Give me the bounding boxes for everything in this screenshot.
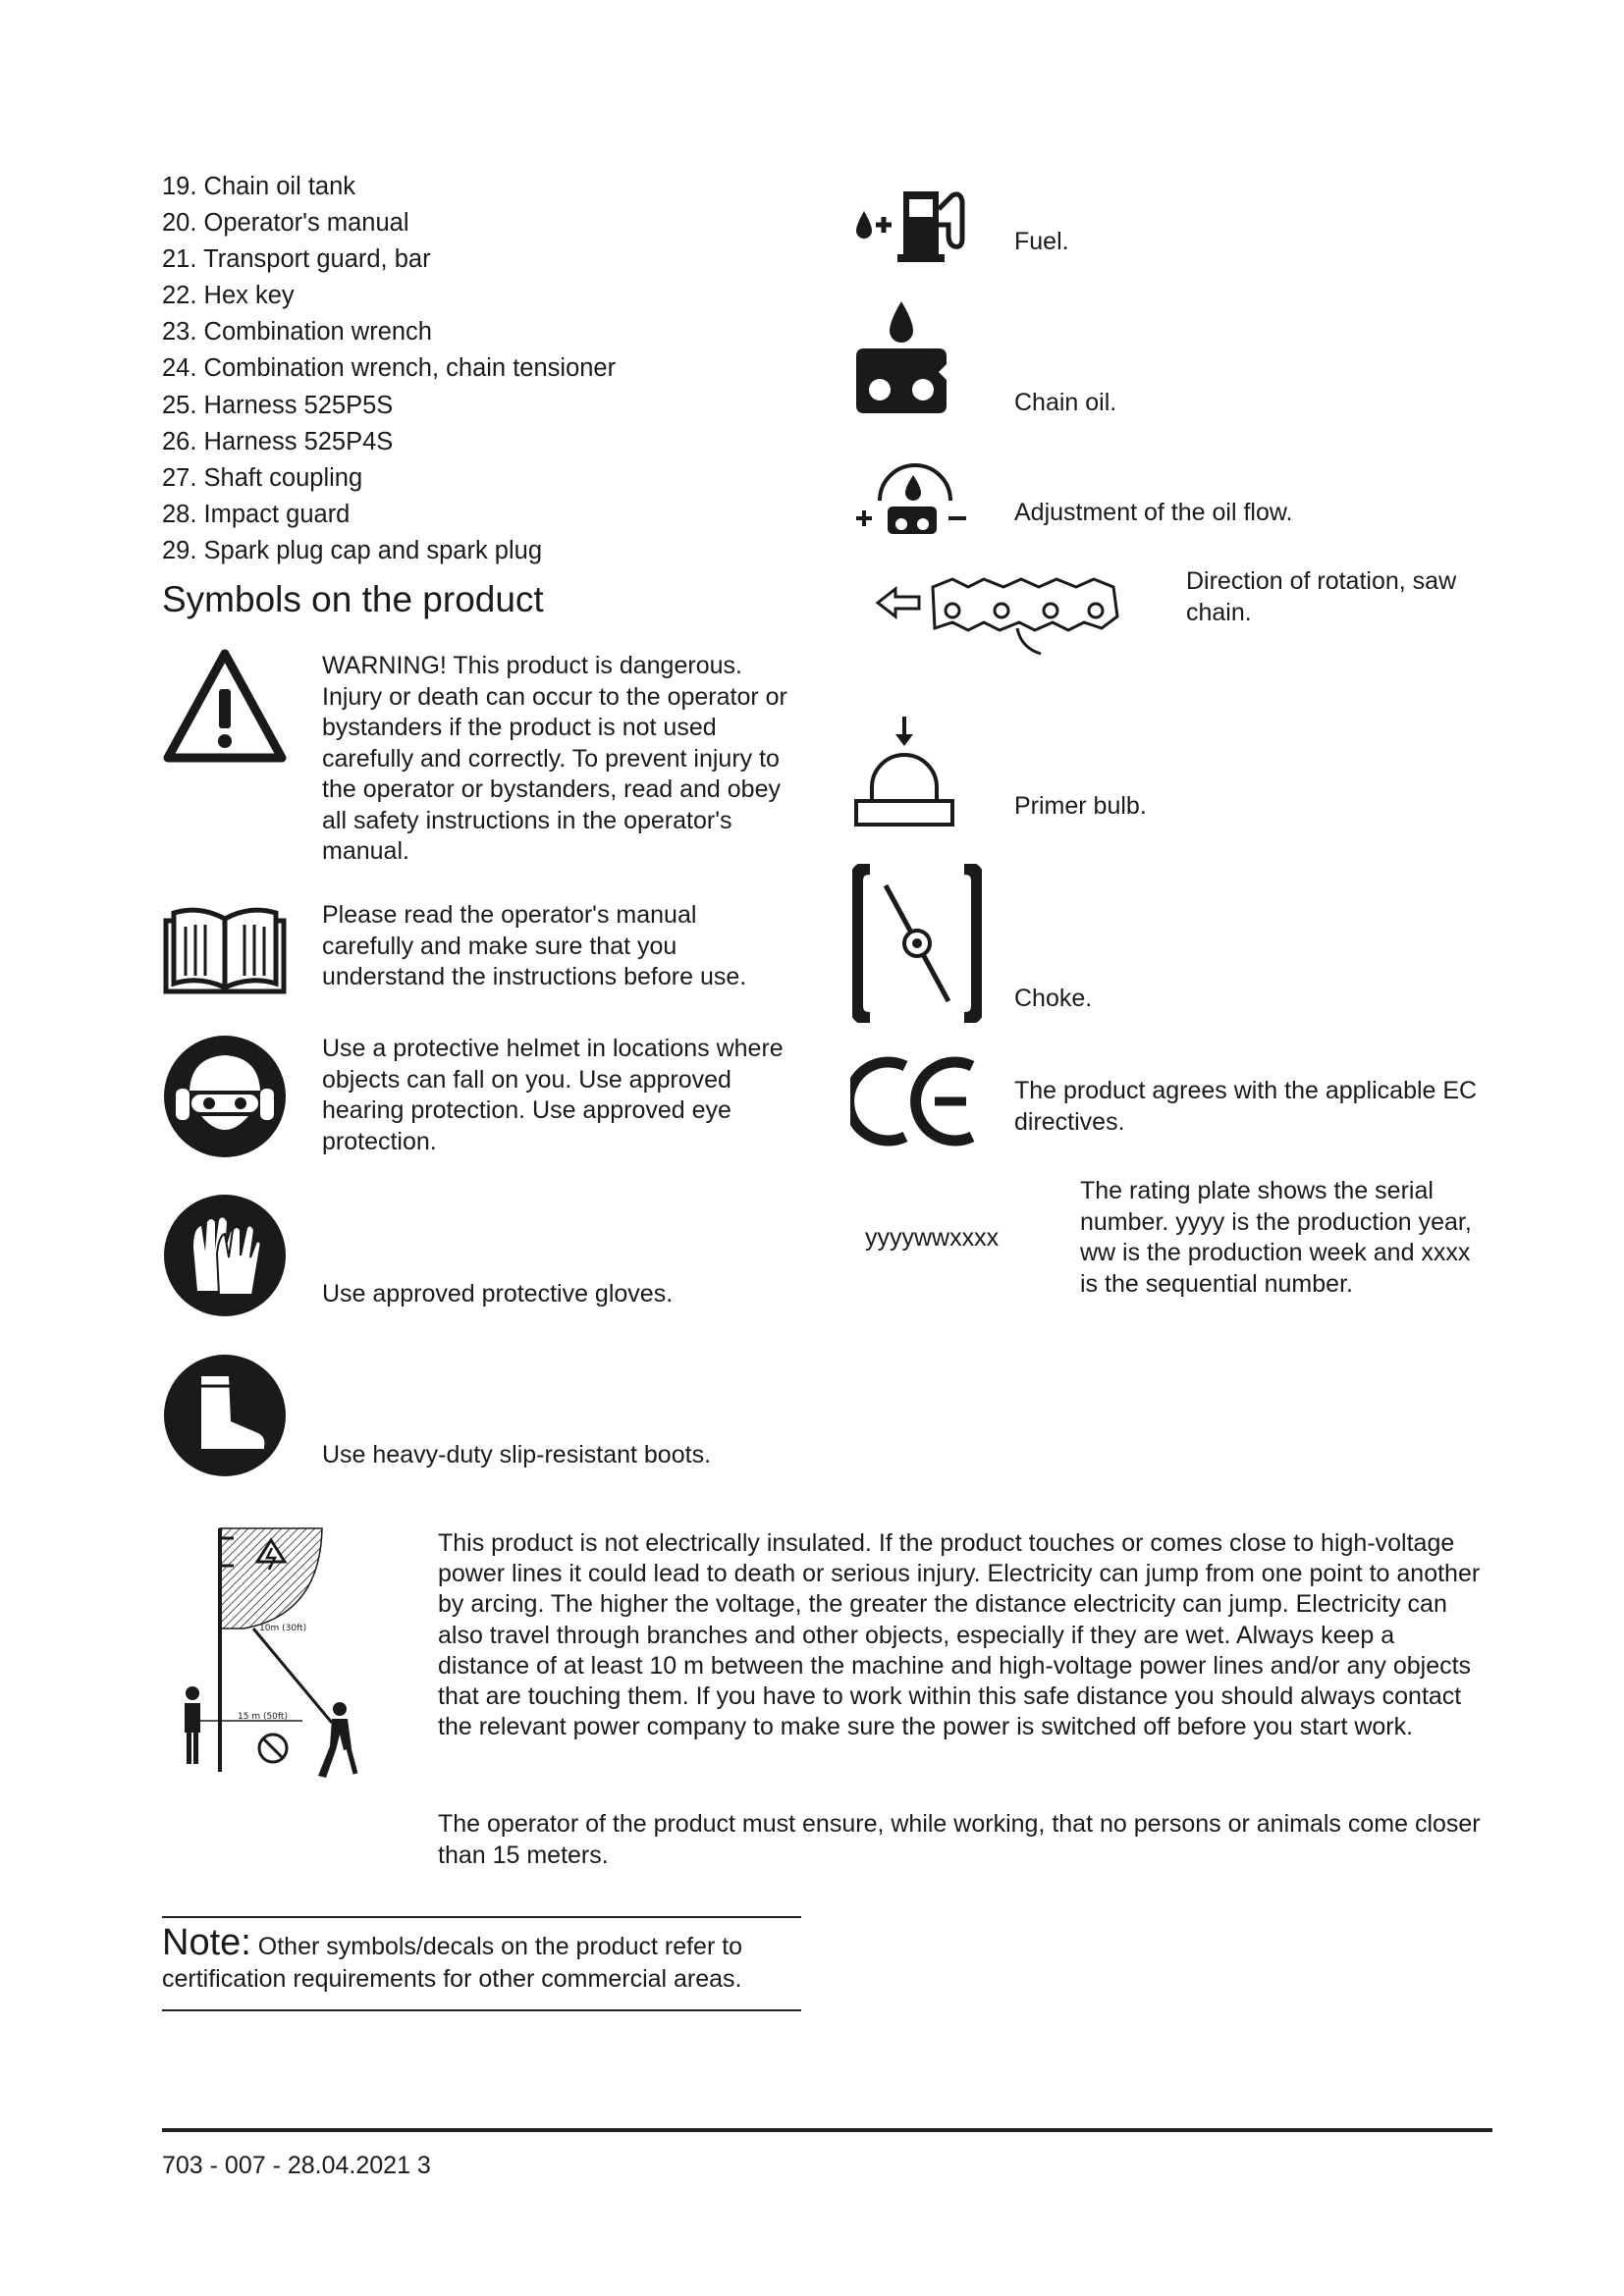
warning-text: WARNING! This product is dangerous. Injury or death can occur to the operator or bystanders if the product is not used carefully and correctly. To prevent injury to the operator or bystanders, read and obey all safety instructions in the operator's manual.	[322, 652, 787, 865]
distance-label-10m: 10m (30ft)	[259, 1624, 307, 1633]
oil-flow-adjustment-icon	[852, 457, 974, 538]
parts-list-item: 27. Shaft coupling	[162, 463, 363, 492]
electric-paragraph-1: This product is not electrically insulated. If the product touches or comes close to high-voltage power lines it could lead to death or serious injury. Electricity can jump from one point to another by arcing. The higher the voltage, the greater the distance electricity can jump. Electricity can also travel through branches and other objects, especially if they are wet. Always keep a distance of at least 10 m between the machine and high-voltage power lines and/or any objects that are touching them. If you have to work within this safe distance you should always contact the relevant power company to make sure the power is switched off before you start work.	[438, 1529, 1481, 1741]
parts-list-item: 22. Hex key	[162, 282, 295, 310]
ce-mark-icon	[850, 1056, 984, 1147]
power-line-distance-illustration	[175, 1526, 371, 1782]
helmet-text: Use a protective helmet in locations where objects can fall on you. Use approved hearing protection. Use approved eye protection.	[322, 1035, 784, 1155]
serial-code: yyyywwxxxx	[865, 1224, 1000, 1252]
note-bottom-divider	[162, 2009, 801, 2011]
warning-triangle-icon	[162, 648, 288, 764]
note-label: Note:	[162, 1922, 251, 1963]
note-top-divider	[162, 1916, 801, 1918]
manual-text: Please read the operator's manual carefully and make sure that you understand the instructions before use.	[322, 901, 747, 990]
parts-list-item: 25. Harness 525P5S	[162, 391, 394, 419]
primer-bulb-icon	[852, 715, 956, 832]
note-text: Other symbols/decals on the product refer to certification requirements for other commercial areas.	[162, 1933, 743, 1993]
ce-text: The product agrees with the applicable EC directives.	[1014, 1077, 1478, 1136]
footer-page-info: 703 - 007 - 28.04.2021 3	[162, 2152, 431, 2179]
helmet-goggles-ear-protection-icon	[162, 1034, 288, 1159]
fuel-text: Fuel.	[1014, 228, 1069, 255]
chain-oil-icon	[852, 299, 950, 419]
gloves-text: Use approved protective gloves.	[322, 1280, 674, 1308]
parts-list-item: 23. Combination wrench	[162, 318, 432, 347]
open-book-icon	[162, 905, 288, 995]
primer-text: Primer bulb.	[1014, 792, 1147, 820]
serial-text: The rating plate shows the serial number. yyyy is the production year, ww is the production week and xxxx is the sequential number.	[1080, 1177, 1472, 1298]
parts-list-item: 20. Operator's manual	[162, 209, 409, 238]
parts-list	[162, 169, 790, 569]
oil-flow-text: Adjustment of the oil flow.	[1014, 499, 1293, 526]
footer-divider	[162, 2128, 1492, 2132]
parts-list-item: 19. Chain oil tank	[162, 173, 356, 200]
chain-rotation-direction-icon	[874, 567, 1121, 662]
boots-text: Use heavy-duty slip-resistant boots.	[322, 1441, 712, 1468]
chain-oil-text: Chain oil.	[1014, 389, 1117, 416]
parts-list-item: 28. Impact guard	[162, 500, 351, 528]
parts-list-item: 24. Combination wrench, chain tensioner	[162, 354, 617, 383]
boots-icon	[162, 1353, 288, 1478]
choke-text: Choke.	[1014, 985, 1093, 1012]
rotation-text: Direction of rotation, saw chain.	[1186, 567, 1457, 626]
electric-paragraph-2: The operator of the product must ensure, while working, that no persons or animals come closer than 15 meters.	[438, 1810, 1481, 1869]
fuel-icon	[852, 182, 974, 266]
choke-icon	[852, 864, 982, 1023]
parts-list-item: 21. Transport guard, bar	[162, 245, 431, 274]
parts-list-item: 26. Harness 525P4S	[162, 427, 394, 455]
section-title: Symbols on the product	[162, 579, 544, 619]
gloves-icon	[162, 1193, 288, 1318]
distance-label-15m: 15 m (50ft)	[238, 1712, 288, 1722]
parts-list-item: 29. Spark plug cap and spark plug	[162, 536, 543, 564]
note-box	[162, 1922, 801, 1996]
